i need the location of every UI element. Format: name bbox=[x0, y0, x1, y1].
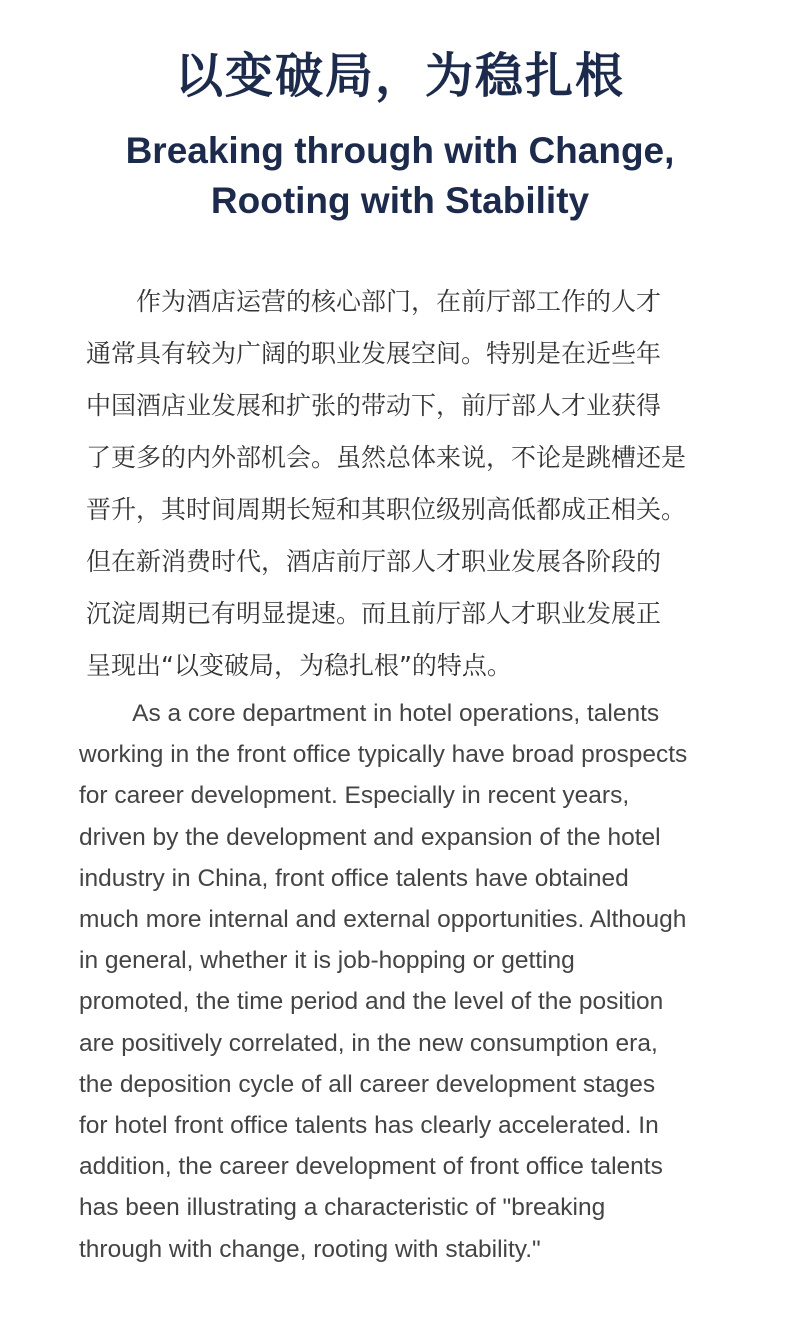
chinese-paragraph-line: 沉淀周期已有明显提速。而且前厅部人才职业发展正 bbox=[86, 599, 662, 628]
english-paragraph-line: for hotel front office talents has clearly accelerated. In bbox=[79, 1112, 659, 1140]
english-paragraph-line: the deposition cycle of all career development stages bbox=[79, 1070, 656, 1098]
english-paragraph-line: working in the front office typically have broad prospects bbox=[79, 741, 688, 769]
english-title bbox=[0, 126, 800, 226]
english-title-line-1: Breaking through with Change, bbox=[125, 130, 675, 171]
english-paragraph-line: much more internal and external opportunities. Although bbox=[79, 906, 687, 934]
english-paragraph-line: driven by the development and expansion of the hotel bbox=[79, 823, 661, 851]
chinese-paragraph-line: 呈现出“以变破局，为稳扎根”的特点。 bbox=[86, 651, 512, 680]
chinese-title: 以变破局，为稳扎根 bbox=[174, 48, 625, 104]
english-paragraph-line: promoted, the time period and the level of the position bbox=[79, 988, 664, 1016]
english-paragraph-line: industry in China, front office talents have obtained bbox=[79, 864, 629, 892]
chinese-paragraph-line: 但在新消费时代，酒店前厅部人才职业发展各阶段的 bbox=[86, 547, 662, 576]
chinese-paragraph bbox=[86, 276, 726, 692]
chinese-paragraph-line: 通常具有较为广阔的职业发展空间。特别是在近些年 bbox=[86, 339, 662, 368]
chinese-paragraph-line: 了更多的内外部机会。虽然总体来说，不论是跳槽还是 bbox=[86, 443, 687, 472]
english-paragraph-line: for career development. Especially in recent years, bbox=[79, 782, 630, 810]
english-paragraph-line: through with change, rooting with stability." bbox=[79, 1235, 541, 1263]
chinese-paragraph-line: 中国酒店业发展和扩张的带动下，前厅部人才业获得 bbox=[86, 391, 662, 420]
english-title-line-2: Rooting with Stability bbox=[210, 180, 590, 221]
english-paragraph bbox=[79, 693, 759, 1270]
english-paragraph-line: are positively correlated, in the new consumption era, bbox=[79, 1029, 658, 1057]
chinese-paragraph-line: 晋升，其时间周期长短和其职位级别高低都成正相关。 bbox=[86, 495, 687, 524]
english-paragraph-line: in general, whether it is job-hopping or getting bbox=[79, 947, 575, 975]
english-paragraph-line: As a core department in hotel operations, talents bbox=[79, 700, 660, 727]
english-paragraph-line: has been illustrating a characteristic of "breaking bbox=[79, 1194, 606, 1222]
chinese-paragraph-line: 作为酒店运营的核心部门，在前厅部工作的人才 bbox=[86, 287, 662, 316]
english-paragraph-line: addition, the career development of front office talents bbox=[79, 1153, 663, 1181]
